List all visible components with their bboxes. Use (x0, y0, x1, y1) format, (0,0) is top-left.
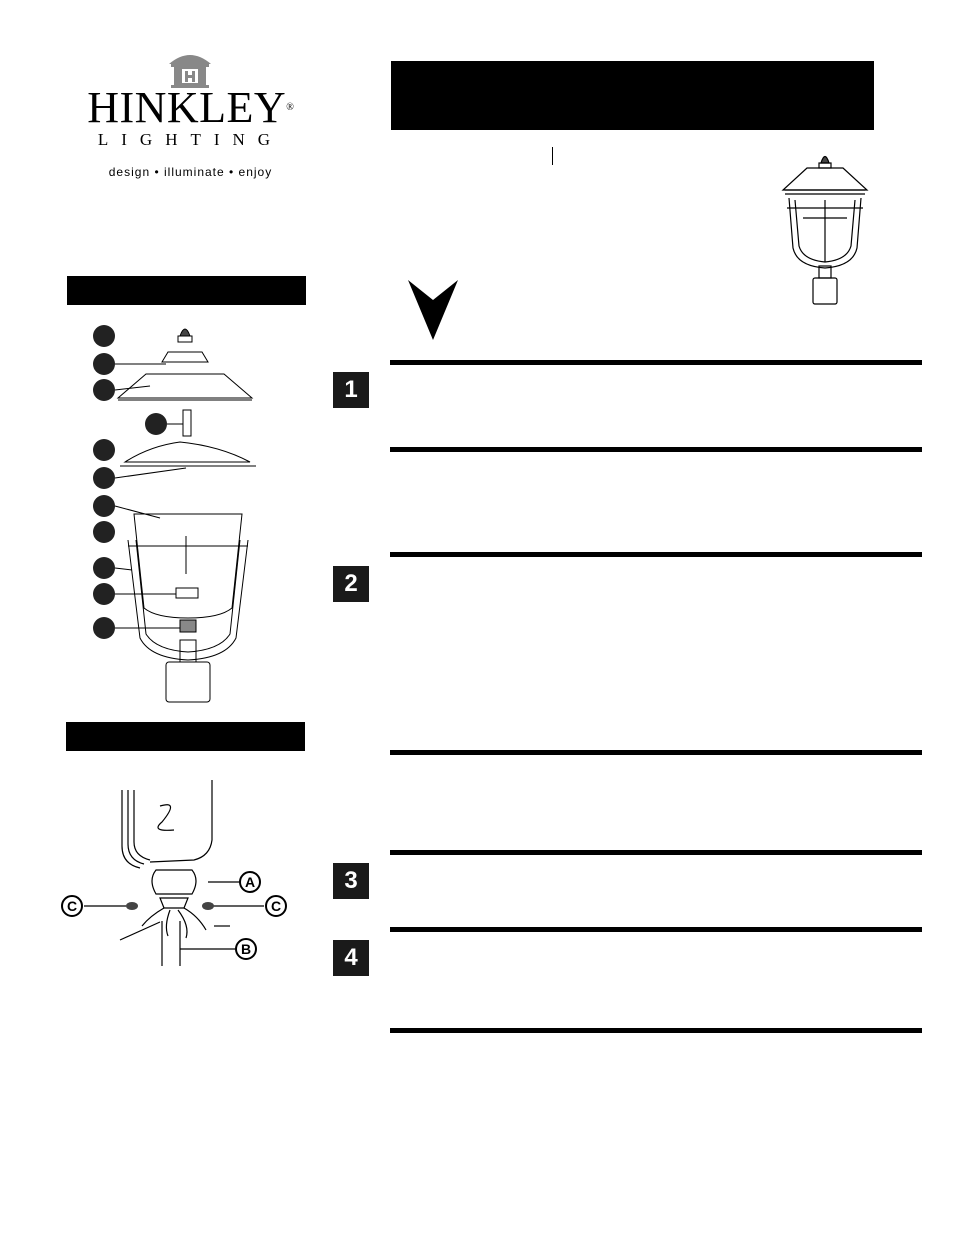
wiring-section-header (66, 722, 305, 751)
callout-b: B (240, 941, 252, 957)
callout-c-left: C (66, 898, 78, 914)
fixture-thumbnail (775, 148, 875, 308)
step-number-3: 3 (333, 863, 369, 899)
wiring-diagram (60, 776, 300, 966)
step-number-2: 2 (333, 566, 369, 602)
parts-diagram (90, 318, 270, 708)
step-number-1: 1 (333, 372, 369, 408)
logo-lantern-icon (165, 46, 215, 88)
logo-sub: LIGHTING (97, 130, 284, 149)
parts-section-header (67, 276, 306, 305)
title-bar (391, 61, 874, 130)
title-divider (552, 147, 553, 165)
callout-a: A (244, 874, 256, 890)
callout-c-right: C (270, 898, 282, 914)
rule-4 (390, 750, 922, 755)
rule-3 (390, 552, 922, 557)
rule-7 (390, 1028, 922, 1033)
rule-6 (390, 927, 922, 932)
rule-2 (390, 447, 922, 452)
logo-brand: HINKLEY® (87, 83, 294, 132)
down-arrow-icon (408, 280, 458, 340)
step-number-4: 4 (333, 940, 369, 976)
logo-tagline: design • illuminate • enjoy (108, 165, 273, 179)
rule-1 (390, 360, 922, 365)
rule-5 (390, 850, 922, 855)
